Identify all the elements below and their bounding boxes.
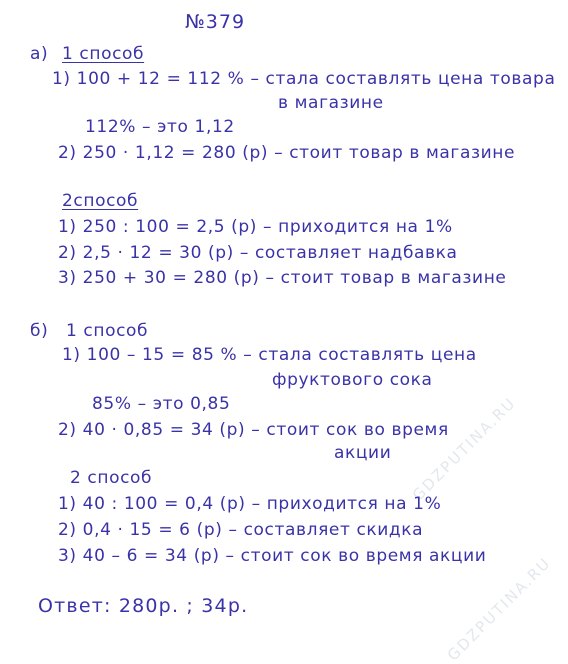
part-a-method2-step3: 3) 250 + 30 = 280 (р) – стоит товар в магазине [58,268,507,288]
problem-number: №379 [185,11,246,33]
part-b-method1-note: 85% – это 0,85 [92,394,231,414]
part-b-method1-step1-cont: фруктового сока [272,370,433,390]
part-b-method2-step2: 2) 0,4 · 15 = 6 (р) – составляет скидка [58,520,424,540]
part-b-method1-heading: 1 способ [66,321,149,341]
part-b-method1-step1: 1) 100 – 15 = 85 % – стала составлять цена [62,345,477,365]
part-b-method2-step1: 1) 40 : 100 = 0,4 (р) – приходится на 1% [58,494,442,514]
part-b-label: б) [30,321,49,341]
part-b-method1-step2-cont: акции [334,443,392,463]
part-a-method1-step1: 1) 100 + 12 = 112 % – стала составлять цена товара [52,69,556,89]
watermark: GDZPUTINA.RU [408,393,520,505]
part-a-method1-heading: 1 способ [62,44,145,64]
part-a-method1-note: 112% – это 1,12 [85,117,235,137]
final-answer: Ответ: 280р. ; 34р. [38,595,249,617]
part-b-method2-heading: 2 способ [70,468,153,488]
part-b-method2-step3: 3) 40 – 6 = 34 (р) – стоит сок во время акции [58,546,487,566]
part-a-method2-step2: 2) 2,5 · 12 = 30 (р) – составляет надбавка [58,243,458,263]
part-a-method1-step2: 2) 250 · 1,12 = 280 (р) – стоит товар в магазине [58,143,516,163]
part-a-method2-heading: 2способ [62,191,139,211]
part-b-method1-step2: 2) 40 · 0,85 = 34 (р) – стоит сок во время [58,420,449,440]
part-a-label: а) [30,44,49,64]
watermark: GDZPUTINA.RU [443,553,555,664]
part-a-method1-step1-cont: в магазине [278,93,384,113]
part-a-method2-step1: 1) 250 : 100 = 2,5 (р) – приходится на 1% [58,217,453,237]
